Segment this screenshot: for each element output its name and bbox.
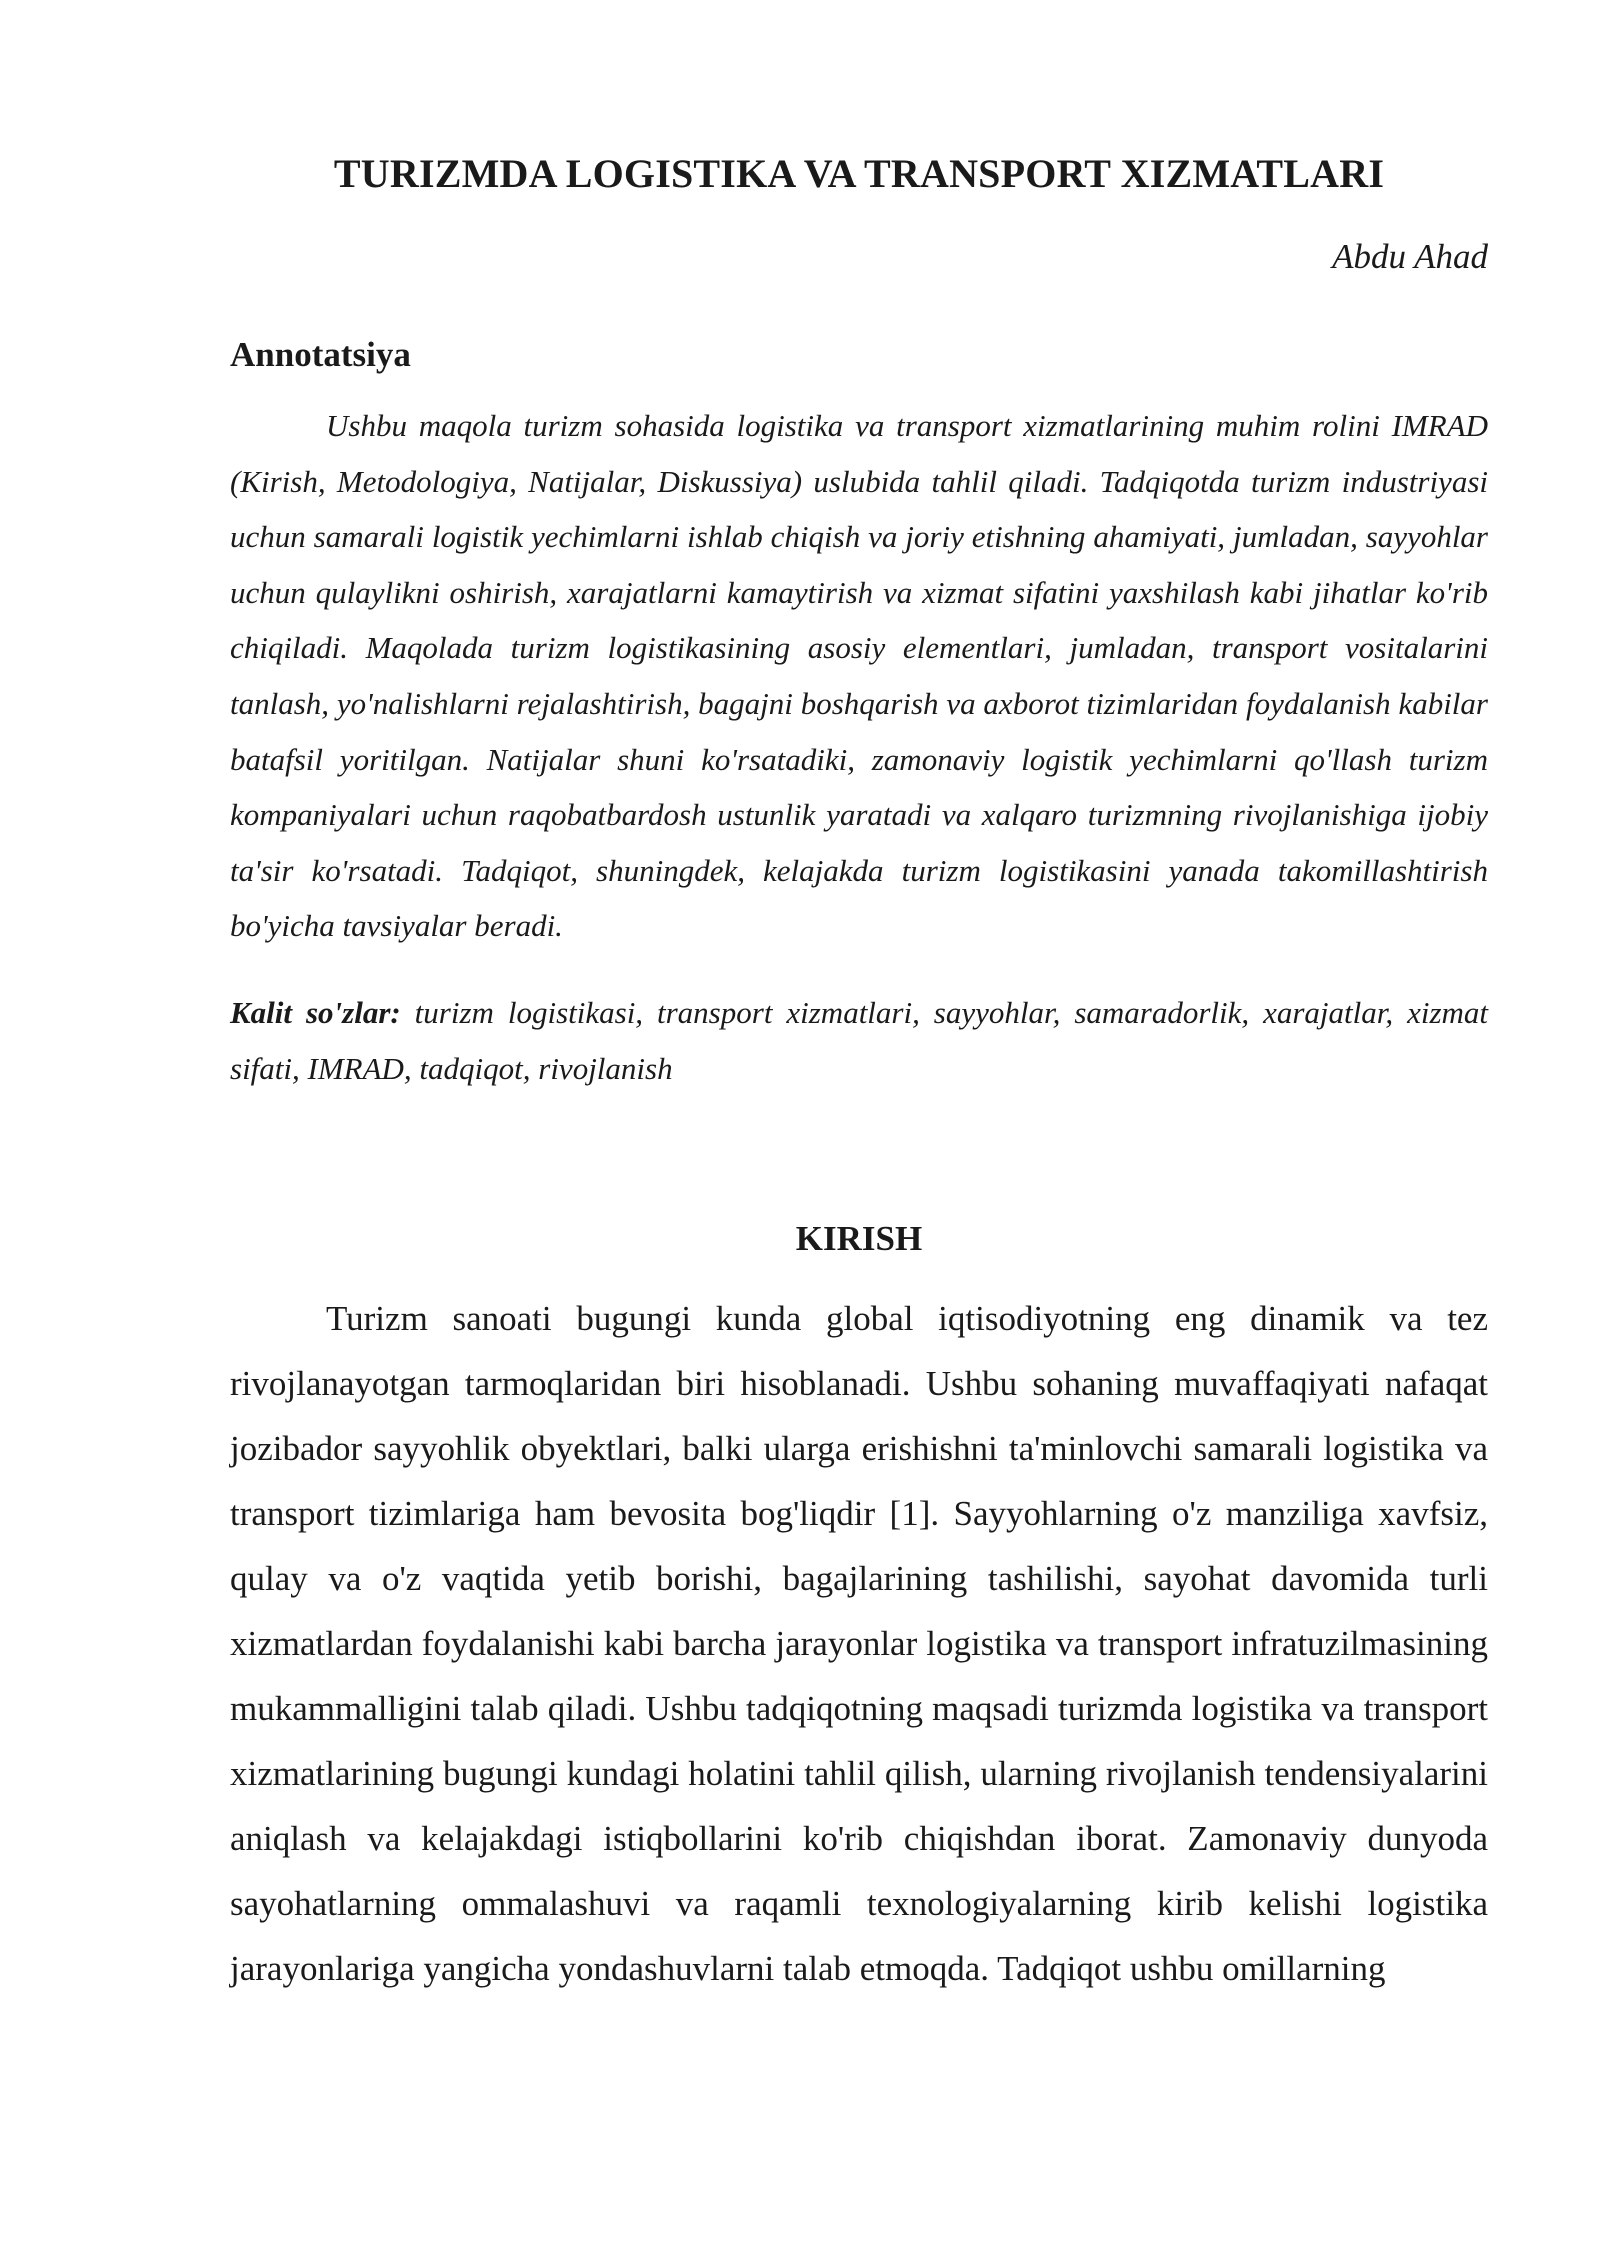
keywords-label: Kalit so'zlar: [230,994,401,1030]
paper-title: TURIZMDA LOGISTIKA VA TRANSPORT XIZMATLARI [333,151,1385,196]
keywords-paragraph [230,985,1488,1096]
author-name: Abdu Ahad [1332,237,1488,276]
keywords-list: turizm logistikasi, transport xizmatlari, sayyohlar, samaradorlik, xarajatlar, xizmat sifati, IMRAD, tadqiqot, rivojlanish [230,994,1489,1086]
abstract-heading: Annotatsiya [230,335,411,374]
abstract-text: Ushbu maqola turizm sohasida logistika va transport xizmatlarining muhim rolini IMRAD (Kirish, Metodologiya, Natijalar, Diskussiya) uslubida tahlil qiladi. Tadqiqotda turizm industriyasi uchun samarali logistik yechimlarni ishlab chiqish va joriy etishning ahamiyati, jumladan, sayyohlar uchun qulaylikni oshirish, xarajatlarni kamaytirish va xizmat sifatini yaxshilash kabi jihatlar ko'rib chiqiladi. Maqolada turizm logistikasining asosiy elementlari, jumladan, transport vositalarini tanlash, yo'nalishlarni rejalashtirish, bagajni boshqarish va axborot tizimlaridan foydalanish kabilar batafsil yoritilgan. Natijalar shuni ko'rsatadiki, zamonaviy logistik yechimlarni qo'llash turizm kompaniyalari uchun raqobatbardosh ustunlik yaratadi va xalqaro turizmning rivojlanishiga ijobiy ta'sir ko'rsatadi. Tadqiqot, shuningdek, kelajakda turizm logistikasini yanada takomillashtirish bo'yicha tavsiyalar beradi. [230,408,1488,944]
introduction-heading: KIRISH [795,1219,923,1259]
document-page [230,150,1488,2036]
introduction-text: Turizm sanoati bugungi kunda global iqtisodiyotning eng dinamik va tez rivojlanayotgan tarmoqlaridan biri hisoblanadi. Ushbu sohaning muvaffaqiyati nafaqat jozibador sayyohlik obyektlari, balki ularga erishishni ta'minlovchi samarali logistika va transport tizimlariga ham bevosita bog'liqdir [1]. Sayyohlarning o'z manziliga xavfsiz, qulay va o'z vaqtida yetib borishi, bagajlarining tashilishi, sayohat davomida turli xizmatlardan foydalanishi kabi barcha jarayonlar logistika va transport infratuzilmasining mukammalligini talab qiladi. Ushbu tadqiqotning maqsadi turizmda logistika va transport xizmatlarining bugungi kundagi holatini tahlil qilish, ularning rivojlanish tendensiyalarini aniqlash va kelajakdagi istiqbollarini ko'rib chiqishdan iborat. Zamonaviy dunyoda sayohatlarning ommalashuvi va raqamli texnologiyalarning kirib kelishi logistika jarayonlariga yangicha yondashuvlarni talab etmoqda. Tadqiqot ushbu omillarning [230,1299,1488,1989]
